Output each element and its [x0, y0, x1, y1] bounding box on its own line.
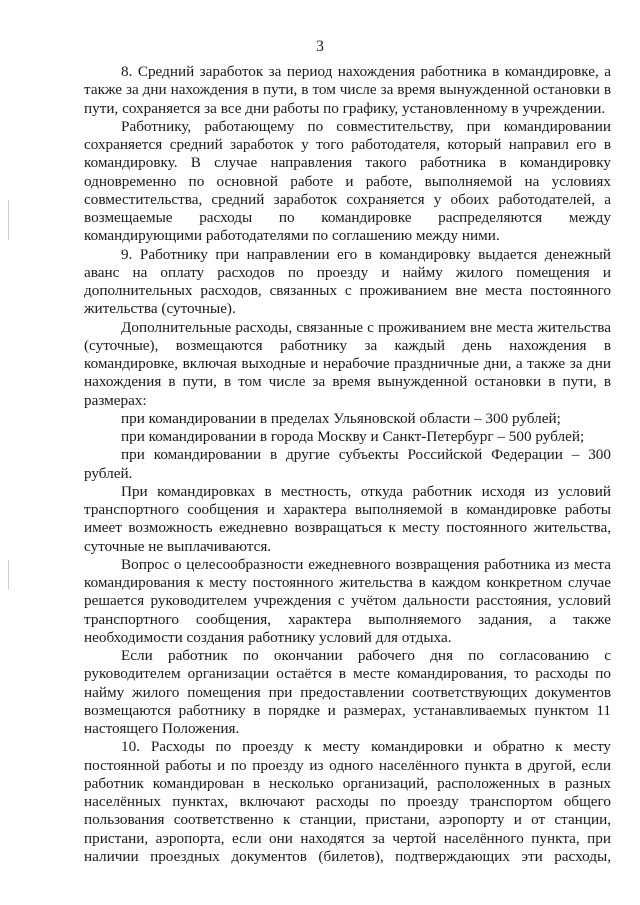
- scan-edge-mark: [8, 200, 9, 240]
- paragraph-return-decision: Вопрос о целесообразности ежедневного возвращения работника из места командирования к месту постоянного жительства в каждом конкретном случае решается руководителем учреждения с учётом дальности расстояния, условий транспортного сообщения, характера выполняемого задания, а также необходимости создания работнику условий для отдыха.: [84, 555, 611, 646]
- paragraph-10: 10. Расходы по проезду к месту командировки и обратно к месту постоянной работы и по проезду из одного населённого пункта в другой, если работник командирован в несколько организаций, расположенных в разных населённых пунктах, включают расходы по проезду транспортом общего пользования соответственно к станции, пристани, аэропорту и от станции, пристани, аэропорта, если они находятся за чертой населённого пункта, при наличии проездных документов (билетов), подтверждающих эти расходы,: [84, 738, 611, 865]
- paragraph-part-time: Работнику, работающему по совместительству, при командировании сохраняется средний заработок у того работодателя, который направил его в командировку. В случае направления такого работника в командировку одновременно по основной работе и работе, выполняемой на условиях совместительства, средний заработок сохраняется у обоих работодателей, а возмещаемые расходы по командировке распределяются между командирующими работодателями по соглашению между ними.: [84, 117, 611, 245]
- paragraph-daily-return: При командировках в местность, откуда работник исходя из условий транспортного сообщения и характера выполняемой в командировке работы имеет возможность ежедневно возвращаться к месту постоянного жительства, суточные не выплачиваются.: [84, 482, 611, 555]
- paragraph-stay-over: Если работник по окончании рабочего дня по согласованию с руководителем организации остаётся в месте командирования, то расходы по найму жилого помещения при предоставлении соответствующих документов возмещаются работнику в порядке и размерах, устанавливаемых пунктом 11 настоящего Положения.: [84, 647, 611, 737]
- paragraph-8: 8. Средний заработок за период нахождения работника в командировке, а также за дни нахождения в пути, в том числе за время вынужденной остановки в пути, сохраняется за все дни работы по графику, установленному в учреждении.: [84, 63, 611, 117]
- paragraph-per-diem: Дополнительные расходы, связанные с проживанием вне места жительства (суточные), возмещаются работнику за каждый день нахождения в командировке, включая выходные и нерабочие праздничные дни, а также за дни нахождения в пути, в том числе за время вынужденной остановки в пути, в размерах:: [84, 318, 611, 409]
- paragraph-9: 9. Работнику при направлении его в командировку выдается денежный аванс на оплату расходов по проезду и найму жилого помещения и дополнительных расходов, связанных с проживанием вне места постоянного жительства (суточные).: [84, 245, 611, 318]
- list-item-other-regions: при командировании в другие субъекты Российской Федерации – 300 рублей.: [84, 446, 611, 482]
- scan-edge-mark: [8, 560, 9, 590]
- document-body: [84, 63, 611, 866]
- list-item-moscow-spb: при командировании в города Москву и Санкт-Петербург – 500 рублей;: [121, 428, 585, 445]
- list-item-ulyanovsk: при командировании в пределах Ульяновской области – 300 рублей;: [121, 409, 561, 427]
- page-number: 3: [316, 38, 324, 55]
